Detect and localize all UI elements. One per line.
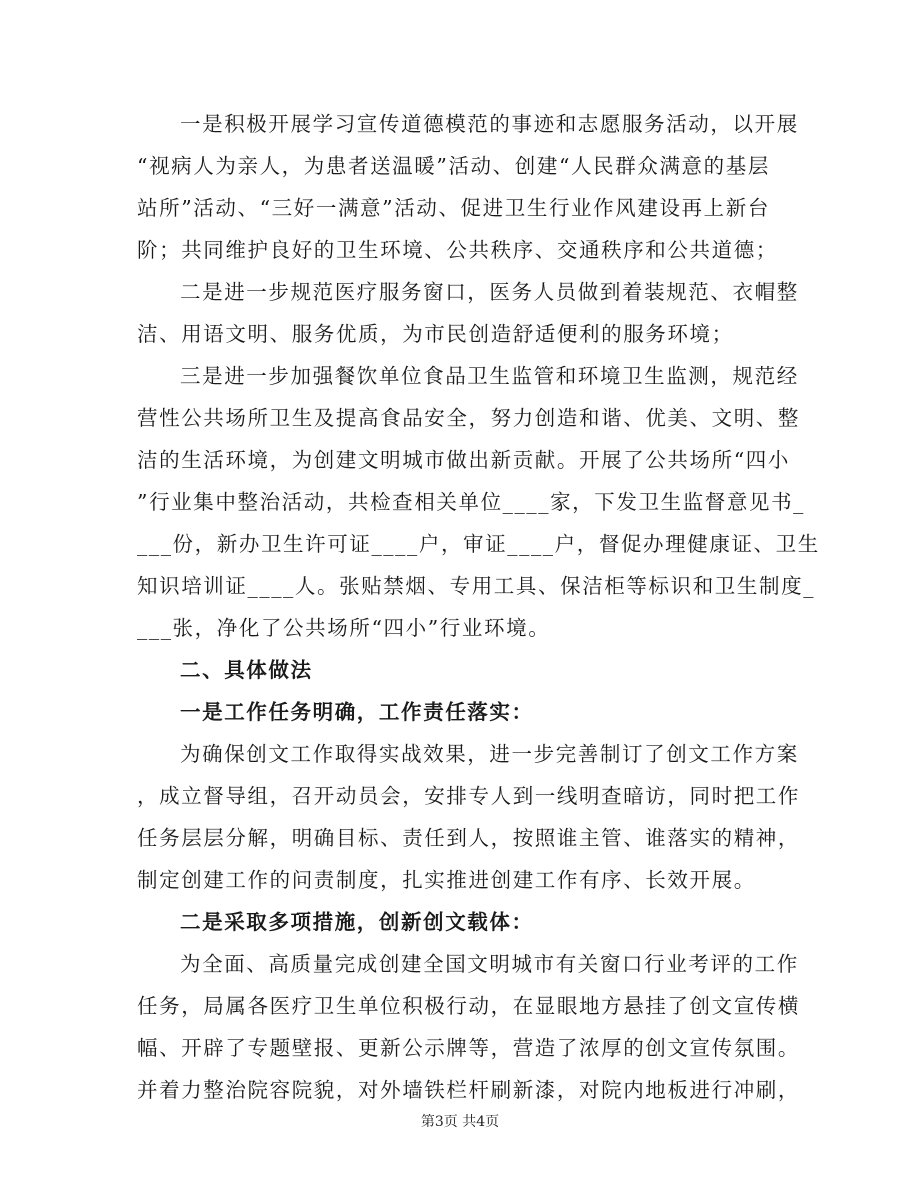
paragraph-line: 制定创建工作的问责制度，扎实推进创建工作有序、长效开展。 (137, 868, 756, 892)
paragraph-line: 并着力整治院容院貌，对外墙铁栏杆刷新漆，对院内地板进行冲刷， (137, 1078, 800, 1102)
paragraph-line: 三是进一步加强餐饮单位食品卫生监管和环境卫生监测，规范经 (180, 364, 799, 388)
section-heading: 二、具体做法 (180, 658, 313, 682)
paragraph-line: 一是积极开展学习宣传道德模范的事迹和志愿服务活动，以开展 (180, 112, 799, 136)
paragraph-line: 任务层层分解，明确目标、责任到人，按照谁主管、谁落实的精神， (137, 826, 800, 850)
paragraph-line: 任务，局属各医疗卫生单位积极行动，在显眼地方悬挂了创文宣传横 (137, 994, 800, 1018)
paragraph-line: 洁的生活环境，为创建文明城市做出新贡献。开展了公共场所“四小 (137, 448, 790, 472)
paragraph-line: 为确保创文工作取得实战效果，进一步完善制订了创文工作方案 (180, 742, 799, 766)
subsection-heading: 一是工作任务明确，工作责任落实： (180, 700, 534, 724)
paragraph-line: ___份，新办卫生许可证____户，审证____户，督促办理健康证、卫生 (137, 532, 820, 556)
paragraph-line: 洁、用语文明、服务优质，为市民创造舒适便利的服务环境； (137, 322, 734, 346)
paragraph-line: 知识培训证____人。张贴禁烟、专用工具、保洁柜等标识和卫生制度_ (137, 574, 816, 598)
page-number-footer: 第3页 共4页 (420, 1114, 500, 1130)
subsection-heading: 二是采取多项措施，创新创文载体： (180, 910, 534, 934)
paragraph-line: “视病人为亲人，为患者送温暖”活动、创建“人民群众满意的基层 (137, 154, 770, 178)
paragraph-line: 为全面、高质量完成创建全国文明城市有关窗口行业考评的工作 (180, 952, 799, 976)
paragraph-line: 阶；共同维护良好的卫生环境、公共秩序、交通秩序和公共道德； (137, 238, 778, 262)
paragraph-line: 幅、开辟了专题壁报、更新公示牌等，营造了浓厚的创文宣传氛围。 (137, 1036, 800, 1060)
paragraph-line: ，成立督导组，召开动员会，安排专人到一线明查暗访，同时把工作 (137, 784, 800, 808)
paragraph-line: 二是进一步规范医疗服务窗口，医务人员做到着装规范、衣帽整 (180, 280, 799, 304)
paragraph-line: 站所”活动、“三好一满意”活动、促进卫生行业作风建设再上新台 (137, 196, 770, 220)
paragraph-line: ”行业集中整治活动，共检查相关单位____家，下发卫生监督意见书_ (137, 490, 806, 514)
paragraph-line: 营性公共场所卫生及提高食品安全，努力创造和谐、优美、文明、整 (137, 406, 800, 430)
paragraph-line: ___张，净化了公共场所“四小”行业环境。 (137, 616, 551, 640)
